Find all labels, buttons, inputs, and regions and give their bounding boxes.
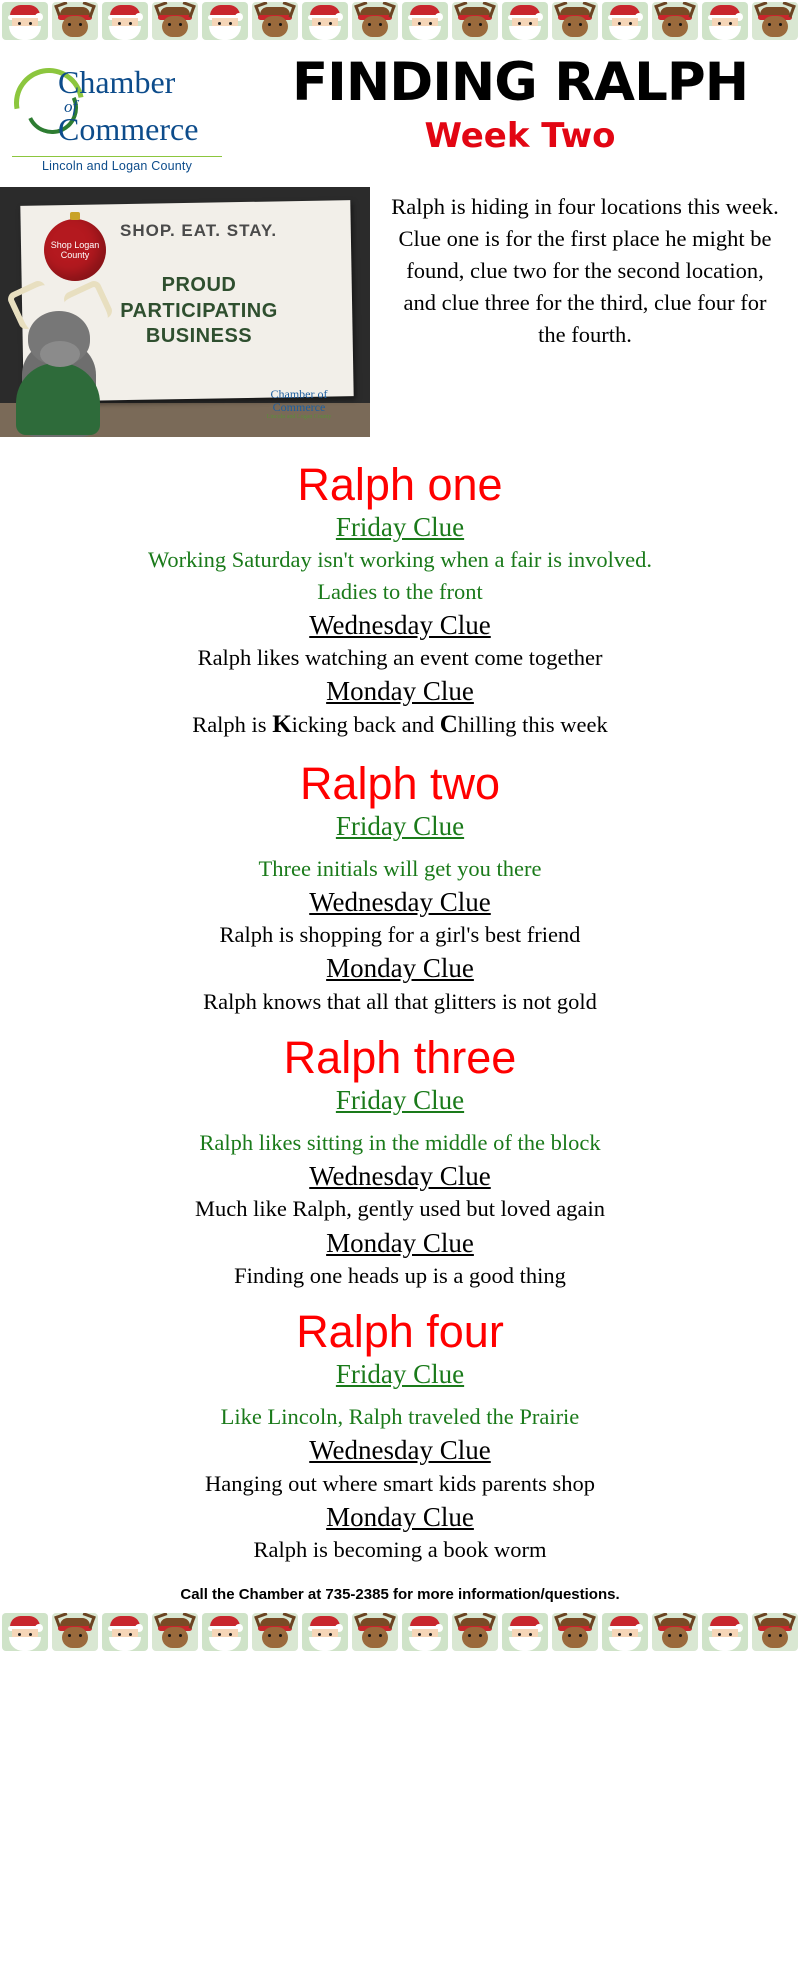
chamber-logo (12, 52, 252, 173)
friday-clue-label: Friday Clue (335, 1359, 465, 1390)
sign-chamber-logo (244, 388, 354, 421)
logo-commerce-text: Commerce (58, 110, 199, 147)
clue-heading: Ralph four (296, 1305, 504, 1357)
reindeer-icon (352, 2, 398, 40)
wednesday-clue-label: Wednesday Clue (309, 1161, 491, 1192)
friday-clue-label: Friday Clue (335, 810, 465, 841)
page-subtitle: Week Two (424, 116, 616, 156)
reindeer-icon (452, 2, 498, 40)
reindeer-icon (652, 1613, 698, 1651)
santa-icon (602, 2, 648, 40)
intro-paragraph: Ralph is hiding in four locations this week. Clue one is for the first place he might be found, clue two for the second location, and clue three for the third, clue four for the fourth. (391, 194, 779, 347)
bottom-santa-border (0, 1611, 800, 1653)
friday-clue-text: Ralph likes sitting in the middle of the block (199, 1130, 601, 1156)
monday-initial-c: C (439, 711, 458, 739)
friday-clue-label: Friday Clue (335, 1085, 465, 1116)
sign-chamber-logo-text: Chamber of Commerce (270, 387, 328, 415)
clue-block-two (30, 757, 770, 1016)
santa-icon (702, 1613, 748, 1651)
santa-icon (402, 1613, 448, 1651)
reindeer-icon (752, 2, 798, 40)
wednesday-clue-label: Wednesday Clue (309, 887, 491, 918)
monday-clue-text: Ralph is becoming a book worm (253, 1536, 547, 1562)
monday-clue-text: Finding one heads up is a good thing (234, 1262, 566, 1288)
friday-clue-text: Like Lincoln, Ralph traveled the Prairie (220, 1404, 580, 1430)
intro-row (0, 173, 800, 437)
page-title: FINDING RALPH (291, 52, 749, 113)
ralph-moose-figure (6, 287, 114, 437)
wednesday-clue-text: Ralph is shopping for a girl's best friend (219, 922, 581, 948)
monday-clue-label: Monday Clue (326, 953, 474, 984)
sign-top-text: SHOP. EAT. STAY. (120, 221, 278, 240)
santa-icon (2, 2, 48, 40)
reindeer-icon (552, 2, 598, 40)
monday-pre: Ralph is (192, 712, 273, 738)
participating-business-photo (0, 187, 370, 437)
reindeer-icon (252, 2, 298, 40)
santa-icon (602, 1613, 648, 1651)
santa-icon (702, 2, 748, 40)
santa-icon (202, 1613, 248, 1651)
reindeer-icon (52, 1613, 98, 1651)
monday-post: hilling this week (457, 712, 608, 738)
clue-heading: Ralph one (297, 459, 503, 510)
reindeer-icon (152, 2, 198, 40)
monday-clue-text: Ralph knows that all that glitters is not gold (203, 988, 597, 1014)
logo-subtitle: Lincoln and Logan County (12, 156, 222, 173)
wednesday-clue-label: Wednesday Clue (309, 1435, 491, 1466)
friday-clue-label: Friday Clue (335, 512, 465, 543)
reindeer-icon (452, 1613, 498, 1651)
clues-section (0, 437, 800, 1564)
wednesday-clue-text: Much like Ralph, gently used but loved again (195, 1196, 605, 1222)
monday-initial-k: K (272, 711, 292, 739)
santa-icon (102, 1613, 148, 1651)
header (0, 42, 800, 173)
reindeer-icon (552, 1613, 598, 1651)
monday-mid: icking back and (291, 712, 440, 738)
friday-clue-text: Working Saturday isn't working when a fair is involved. (147, 547, 653, 573)
santa-icon (102, 2, 148, 40)
clue-block-three (30, 1031, 770, 1290)
santa-icon (502, 1613, 548, 1651)
santa-icon (502, 2, 548, 40)
top-santa-border (0, 0, 800, 42)
santa-icon (402, 2, 448, 40)
clue-heading: Ralph three (283, 1031, 517, 1083)
sign-chamber-logo-sub: Lincoln and Logan County (266, 414, 332, 421)
wednesday-clue-text: Ralph likes watching an event come together (197, 644, 603, 670)
reindeer-icon (752, 1613, 798, 1651)
monday-clue-label: Monday Clue (326, 1501, 474, 1532)
reindeer-icon (252, 1613, 298, 1651)
contact-footer: Call the Chamber at 735-2385 for more information/questions. (180, 1586, 620, 1604)
santa-icon (302, 1613, 348, 1651)
monday-clue-label: Monday Clue (326, 676, 474, 707)
monday-clue-label: Monday Clue (326, 1227, 474, 1258)
santa-icon (302, 2, 348, 40)
monday-clue-text (30, 709, 770, 742)
santa-icon (202, 2, 248, 40)
reindeer-icon (52, 2, 98, 40)
logo-of-text: of (64, 97, 78, 116)
wednesday-clue-text: Hanging out where smart kids parents shop (205, 1470, 595, 1496)
wednesday-clue-label: Wednesday Clue (309, 609, 491, 640)
reindeer-icon (152, 1613, 198, 1651)
clue-block-four (30, 1305, 770, 1564)
santa-icon (2, 1613, 48, 1651)
clue-block-one (30, 461, 770, 742)
logo-chamber-text: Chamber (58, 64, 176, 100)
title-block (252, 52, 788, 156)
sign-main-text: PROUD PARTICIPATING BUSINESS (120, 274, 278, 348)
clue-heading: Ralph two (299, 757, 501, 809)
friday-clue-text-line2: Ladies to the front (317, 578, 483, 604)
shop-logan-county-ornament-icon: Shop Logan County (44, 219, 106, 281)
reindeer-icon (352, 1613, 398, 1651)
friday-clue-text: Three initials will get you there (258, 855, 542, 881)
reindeer-icon (652, 2, 698, 40)
